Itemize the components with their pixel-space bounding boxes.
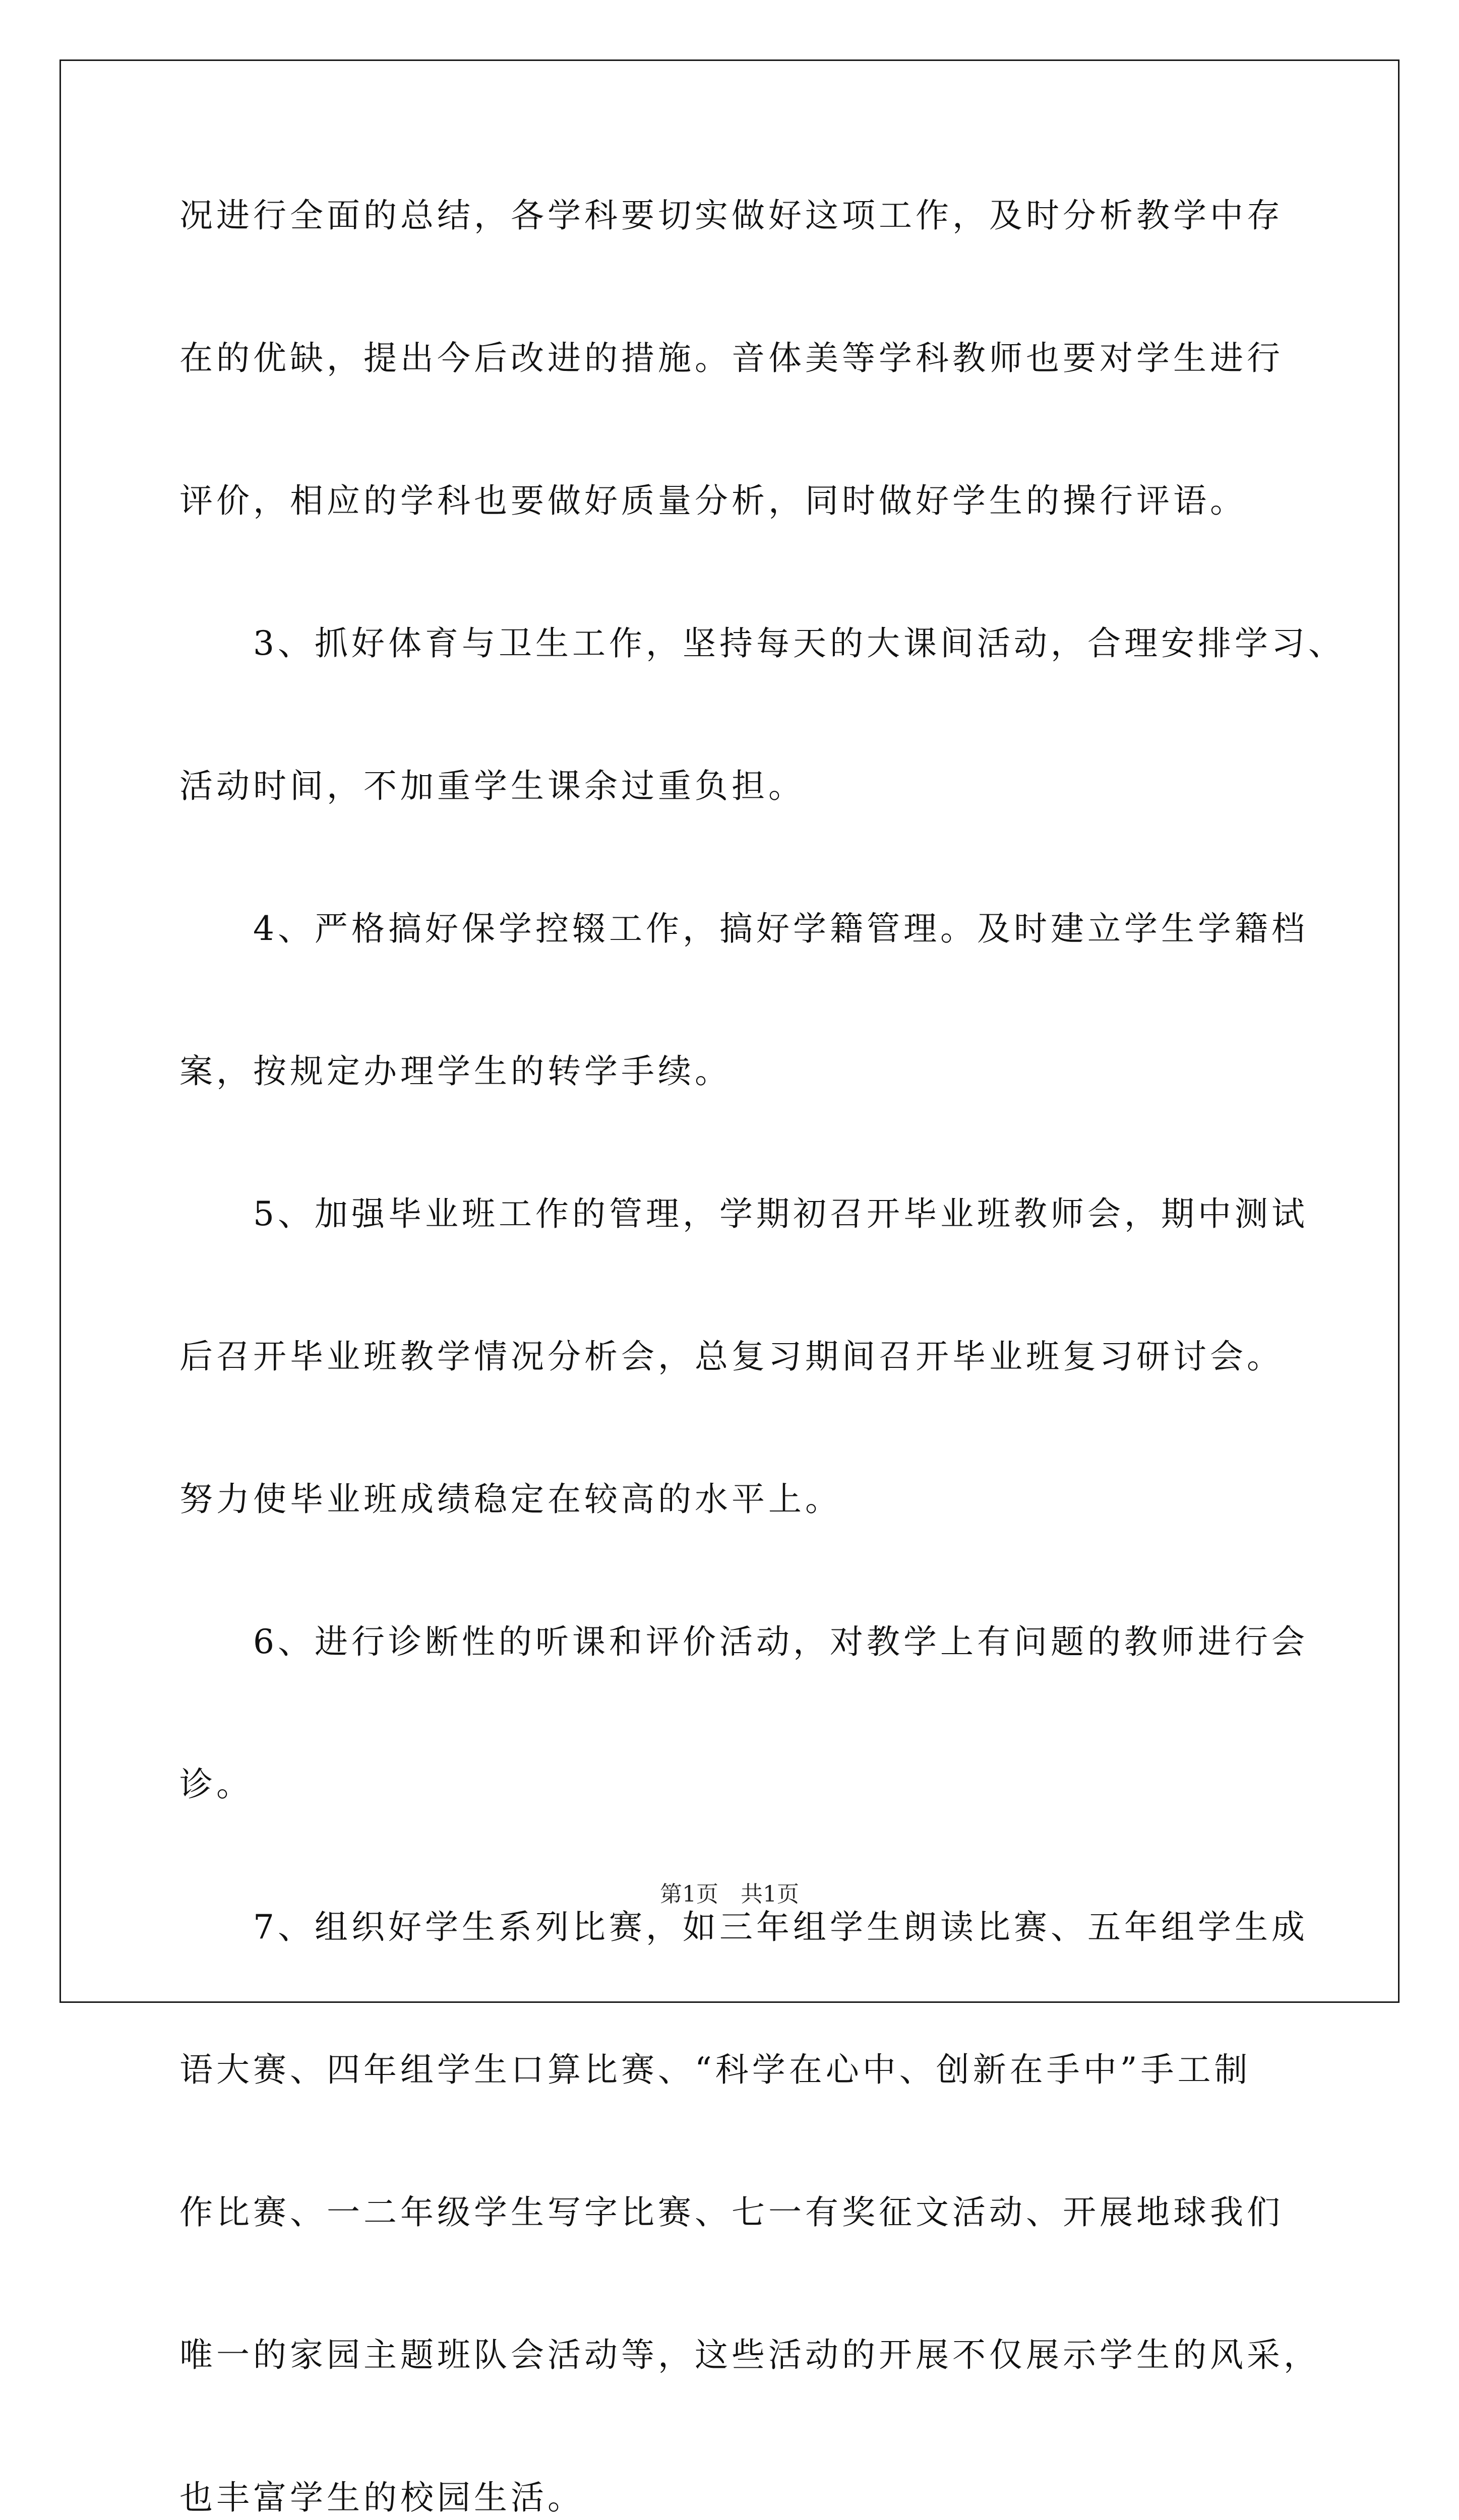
text-line: 5、加强毕业班工作的管理，学期初召开毕业班教师会，期中测试 xyxy=(179,1194,1308,1233)
text-line: 唯一的家园主题班队会活动等，这些活动的开展不仅展示学生的风采， xyxy=(179,2336,1320,2374)
text-line: 活动时间，不加重学生课余过重负担。 xyxy=(179,767,805,805)
text-line: 评价，相应的学科也要做好质量分析，同时做好学生的操行评语。 xyxy=(179,481,1247,520)
page-number-footer: 第1页 共1页 xyxy=(660,1881,799,1907)
text-line: 况进行全面的总结，各学科要切实做好这项工作，及时分析教学中存 xyxy=(179,196,1284,235)
text-line: 也丰富学生的校园生活。 xyxy=(179,2478,584,2517)
text-line: 语大赛、四年组学生口算比赛、“科学在心中、创新在手中”手工制 xyxy=(179,2050,1251,2089)
text-line: 后召开毕业班教学情况分析会，总复习期间召开毕业班复习研讨会。 xyxy=(179,1337,1284,1376)
text-line: 3、抓好体育与卫生工作，坚持每天的大课间活动，合理安排学习、 xyxy=(179,624,1345,663)
text-line: 在的优缺，提出今后改进的措施。音体美等学科教师也要对学生进行 xyxy=(179,339,1284,377)
document-body xyxy=(179,196,1345,2520)
text-line: 案，按规定办理学生的转学手续。 xyxy=(179,1052,732,1091)
text-line: 6、进行诊断性的听课和评价活动，对教学上有问题的教师进行会 xyxy=(179,1622,1308,1661)
text-line: 作比赛、一二年级学生写字比赛、七一有奖征文活动、开展地球我们 xyxy=(179,2193,1284,2232)
text-line: 诊。 xyxy=(179,1765,253,1804)
text-line: 努力使毕业班成绩稳定在较高的水平上。 xyxy=(179,1480,842,1519)
text-line: 7、组织好学生系列比赛，如三年组学生朗读比赛、五年组学生成 xyxy=(179,1908,1308,1946)
text-line: 4、严格搞好保学控辍工作，搞好学籍管理。及时建立学生学籍档 xyxy=(179,909,1308,948)
